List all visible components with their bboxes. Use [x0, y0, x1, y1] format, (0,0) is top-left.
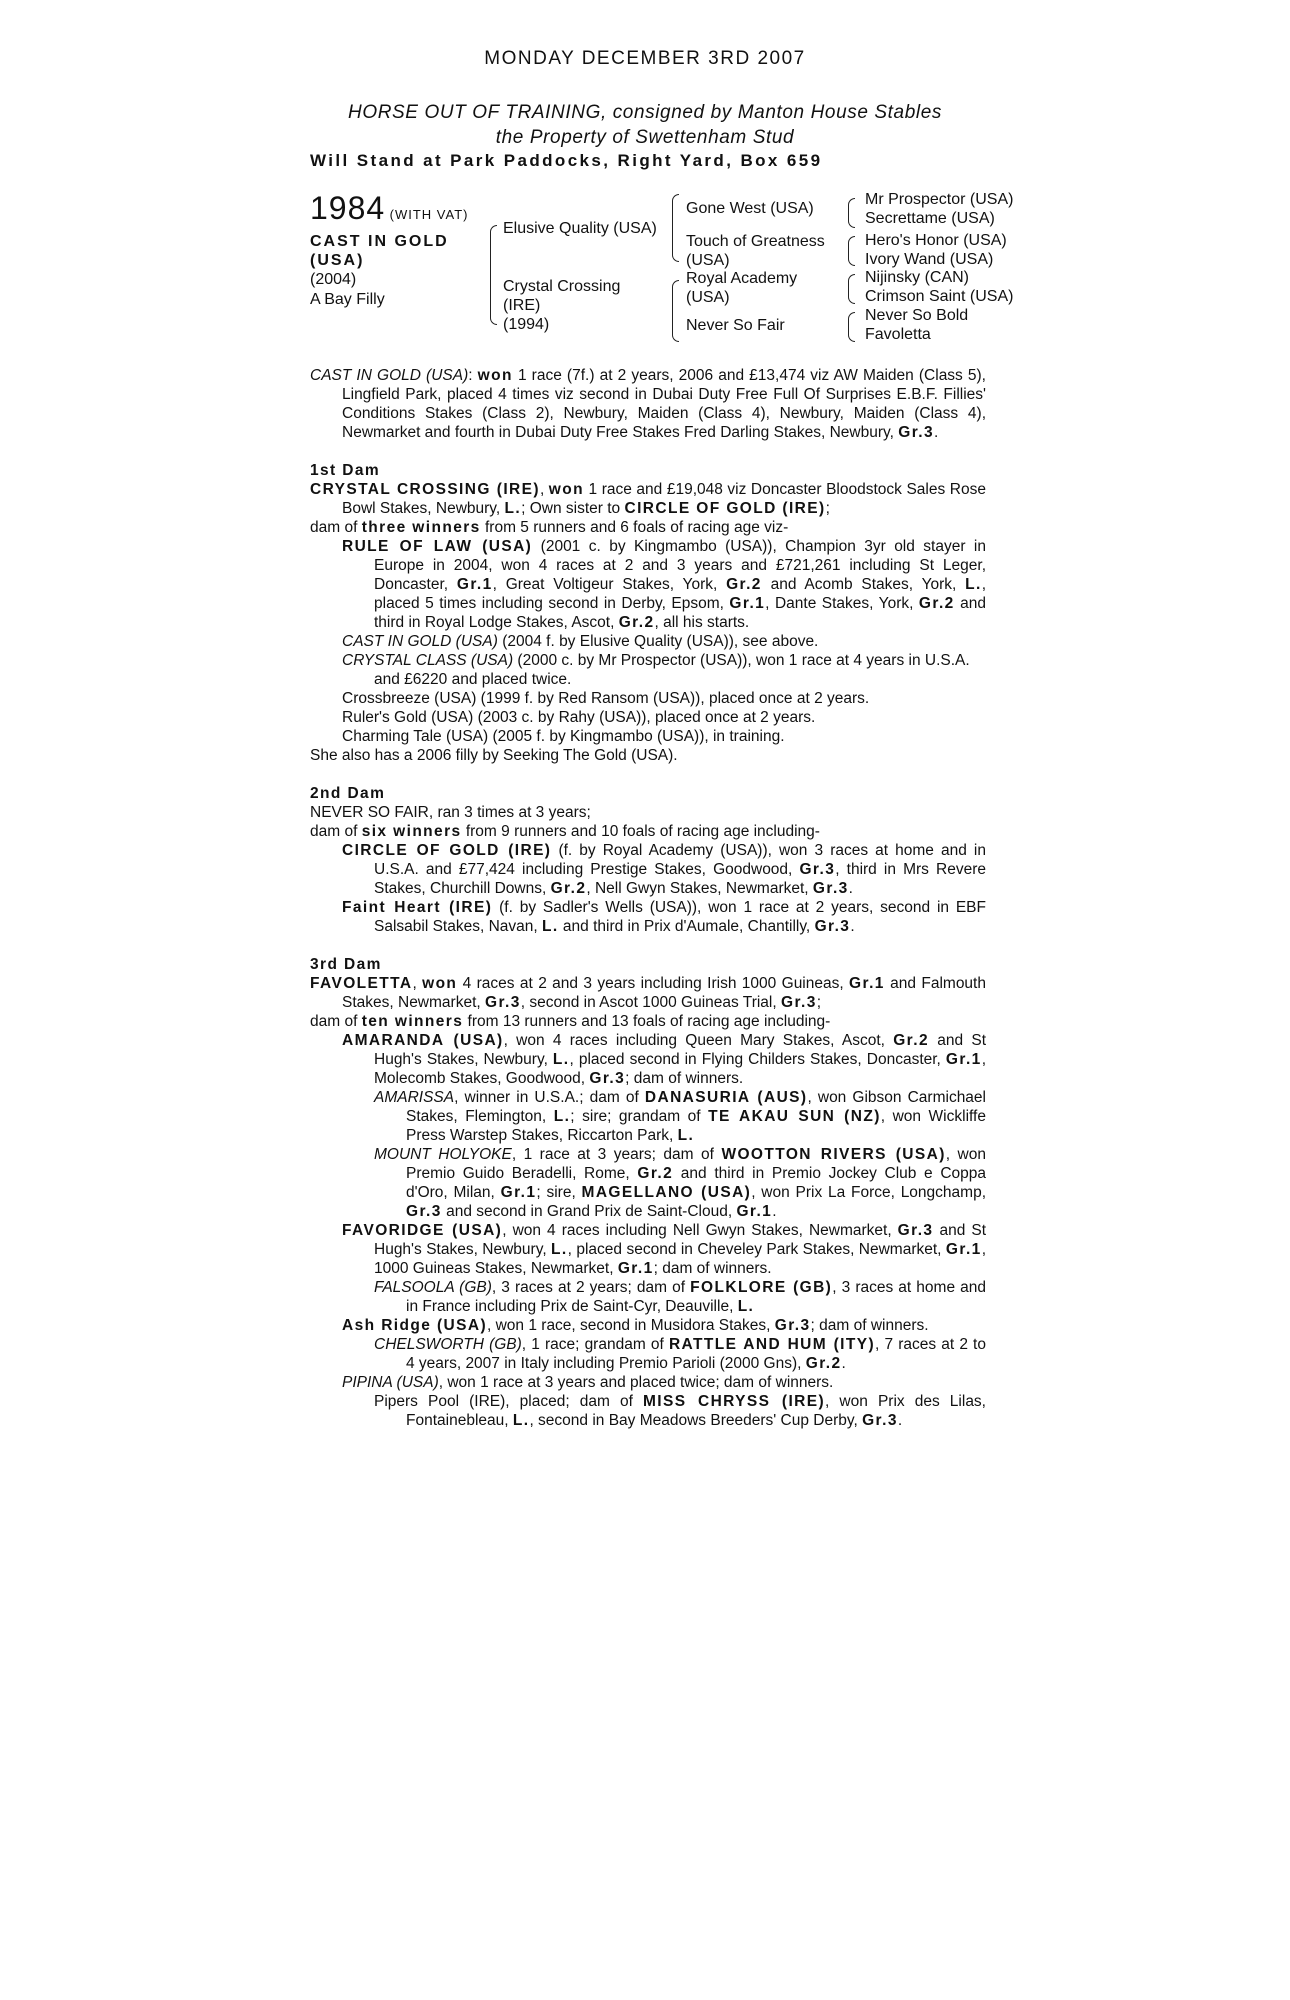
sale-date: MONDAY DECEMBER 3RD 2007: [484, 48, 806, 69]
produce-amaranda: AMARANDA (USA), won 4 races including Queen Mary Stakes, Ascot, Gr.2 and St Hugh's Stakes, Newbury, L., placed second in Flying Childers Stakes, Doncaster, Gr.1, Molecomb Stakes, Goodwood, Gr.3; dam of winners.: [342, 1032, 986, 1087]
produce-2006-filly: She also has a 2006 filly by Seeking The Gold (USA).: [310, 747, 678, 764]
produce-faint-heart: Faint Heart (IRE) (f. by Sadler's Wells (USA)), won 1 race at 2 years, second in EBF Salsabil Stakes, Navan, L. and third in Prix d'Aumale, Chantilly, Gr.3.: [342, 899, 986, 935]
lot-number: 1984: [310, 190, 386, 226]
granddam-2: Ivory Wand (USA): [865, 251, 994, 268]
pedigree-brace-g2: [848, 236, 855, 266]
grandsire-2: Hero's Honor (USA): [865, 232, 1007, 249]
produce-favoridge: FAVORIDGE (USA), won 4 races including Nell Gwyn Stakes, Newmarket, Gr.3 and St Hugh's Stakes, Newbury, L., placed second in Cheveley Park Stakes, Newmarket, Gr.1, 1000 Guineas Stakes, Newmarket, Gr.1; dam of winners.: [342, 1222, 987, 1277]
catalogue-body: [310, 366, 986, 1430]
produce-crystal-class: CRYSTAL CLASS (USA) (2000 c. by Mr Prospector (USA)), won 1 race at 4 years in U.S.A. and £6220 and placed twice.: [342, 652, 970, 688]
granddam-4: Favoletta: [865, 326, 931, 343]
pedigree-brace-g1: [848, 198, 855, 228]
produce-amarissa: AMARISSA, winner in U.S.A.; dam of DANASURIA (AUS), won Gibson Carmichael Stakes, Flemington, L.; sire; grandam of TE AKAU SUN (NZ), won Wickliffe Press Warstep Stakes, Riccarton Park, L.: [374, 1089, 986, 1144]
second-dam-heading: 2nd Dam: [310, 785, 386, 802]
produce-falsoola: FALSOOLA (GB), 3 races at 2 years; dam of FOLKLORE (GB), 3 races at home and in France including Prix de Saint-Cyr, Deauville, L.: [374, 1279, 986, 1315]
sire-dam: Touch of Greatness: [686, 233, 825, 250]
pedigree-block: [310, 190, 1030, 350]
produce-cast-in-gold: CAST IN GOLD (USA) (2004 f. by Elusive Quality (USA)), see above.: [342, 633, 819, 650]
first-dam-produce-intro: dam of three winners from 5 runners and 6 foals of racing age viz-: [310, 519, 789, 536]
dam-sire-country: (USA): [686, 289, 730, 306]
horse-country: (USA): [310, 252, 365, 269]
pedigree-brace-g3: [848, 274, 855, 304]
second-dam-produce-intro: dam of six winners from 9 runners and 10 foals of racing age including-: [310, 823, 820, 840]
produce-mount-holyoke: MOUNT HOLYOKE, 1 race at 3 years; dam of WOOTTON RIVERS (USA), won Premio Guido Beradelli, Rome, Gr.2 and third in Premio Jockey Club e Coppa d'Oro, Milan, Gr.1; sire, MAGELLANO (USA), won Prix La Force, Longchamp, Gr.3 and second in Grand Prix de Saint-Cloud, Gr.1.: [374, 1146, 986, 1220]
produce-ash-ridge: Ash Ridge (USA), won 1 race, second in Musidora Stakes, Gr.3; dam of winners.: [342, 1317, 929, 1334]
horse-year: (2004): [310, 271, 357, 288]
granddam-1: Secrettame (USA): [865, 210, 995, 227]
grandsire-3: Nijinsky (CAN): [865, 269, 969, 286]
lot-number-line: [310, 190, 468, 227]
produce-crossbreeze: Crossbreeze (USA) (1999 f. by Red Ransom (USA)), placed once at 2 years.: [342, 690, 870, 707]
horse-name: CAST IN GOLD: [310, 233, 449, 250]
first-dam-heading: 1st Dam: [310, 462, 381, 479]
dam-sire: Royal Academy: [686, 270, 798, 287]
grandsire-4: Never So Bold: [865, 307, 969, 324]
produce-rulers-gold: Ruler's Gold (USA) (2003 c. by Rahy (USA)), placed once at 2 years.: [342, 709, 816, 726]
dam-year: (1994): [503, 316, 550, 333]
third-dam-record: FAVOLETTA, won 4 races at 2 and 3 years including Irish 1000 Guineas, Gr.1 and Falmouth Stakes, Newmarket, Gr.3, second in Ascot 1000 Guineas Trial, Gr.3;: [310, 975, 986, 1011]
produce-charming-tale: Charming Tale (USA) (2005 f. by Kingmambo (USA)), in training.: [342, 728, 785, 745]
produce-rule-of-law: RULE OF LAW (USA) (2001 c. by Kingmambo (USA)), Champion 3yr old stayer in Europe in 2004, won 4 races at 2 and 3 years and £721,261 including St Leger, Doncaster, Gr.1, Great Voltigeur Stakes, York, Gr.2 and Acomb Stakes, York, L., placed 5 times including second in Derby, Epsom, Gr.1, Dante Stakes, York, Gr.2 and third in Royal Lodge Stakes, Ascot, Gr.2, all his starts.: [342, 538, 987, 631]
stand-location: Will Stand at Park Paddocks, Right Yard, Box 659: [310, 151, 823, 170]
first-dam-record: CRYSTAL CROSSING (IRE), won 1 race and £19,048 viz Doncaster Bloodstock Sales Rose Bowl Stakes, Newbury, L.; Own sister to CIRCLE OF GOLD (IRE);: [310, 481, 986, 517]
dam: Crystal Crossing: [503, 278, 621, 295]
sire: Elusive Quality (USA): [503, 220, 657, 237]
pedigree-brace-sire: [672, 194, 679, 262]
granddam-3: Crimson Saint (USA): [865, 288, 1014, 305]
produce-circle-of-gold: CIRCLE OF GOLD (IRE) (f. by Royal Academy (USA)), won 3 races at home and in U.S.A. and £77,424 including Prestige Stakes, Goodwood, Gr.3, third in Mrs Revere Stakes, Churchill Downs, Gr.2, Nell Gwyn Stakes, Newmarket, Gr.3.: [342, 842, 986, 897]
dam-country: (IRE): [503, 297, 541, 314]
third-dam-produce-intro: dam of ten winners from 13 runners and 13 foals of racing age including-: [310, 1013, 831, 1030]
horse-description: A Bay Filly: [310, 291, 385, 308]
produce-pipers-pool: Pipers Pool (IRE), placed; dam of MISS CHRYSS (IRE), won Prix des Lilas, Fontainebleau, L., second in Bay Meadows Breeders' Cup Derby, Gr.3.: [374, 1393, 986, 1429]
pedigree-brace-main: [490, 225, 497, 325]
produce-pipina: PIPINA (USA), won 1 race at 3 years and placed twice; dam of winners.: [342, 1374, 834, 1391]
grandsire-1: Mr Prospector (USA): [865, 191, 1014, 208]
pedigree-brace-g4: [848, 312, 855, 342]
dam-dam: Never So Fair: [686, 317, 785, 334]
third-dam-heading: 3rd Dam: [310, 956, 382, 973]
lot-title: HORSE OUT OF TRAINING, consigned by Manton House Stables: [348, 102, 942, 123]
pedigree-brace-dam: [672, 280, 679, 342]
vat-note: (WITH VAT): [389, 207, 469, 222]
produce-chelsworth: CHELSWORTH (GB), 1 race; grandam of RATTLE AND HUM (ITY), 7 races at 2 to 4 years, 2007 in Italy including Premio Parioli (2000 Gns), Gr.2.: [374, 1336, 986, 1372]
second-dam-record: NEVER SO FAIR, ran 3 times at 3 years;: [310, 804, 591, 821]
racing-record: CAST IN GOLD (USA): won 1 race (7f.) at 2 years, 2006 and £13,474 viz AW Maiden (Class 5), Lingfield Park, placed 4 times viz second in Dubai Duty Free Full Of Surprises E.B.F. Fillies' Conditions Stakes (Class 2), Newbury, Maiden (Class 4), Newbury, Maiden (Class 4), Newmarket and fourth in Dubai Duty Free Stakes Fred Darling Stakes, Newbury, Gr.3.: [310, 367, 986, 441]
property-line: the Property of Swettenham Stud: [495, 127, 795, 148]
sire-dam-country: (USA): [686, 252, 730, 269]
sire-sire: Gone West (USA): [686, 200, 814, 217]
